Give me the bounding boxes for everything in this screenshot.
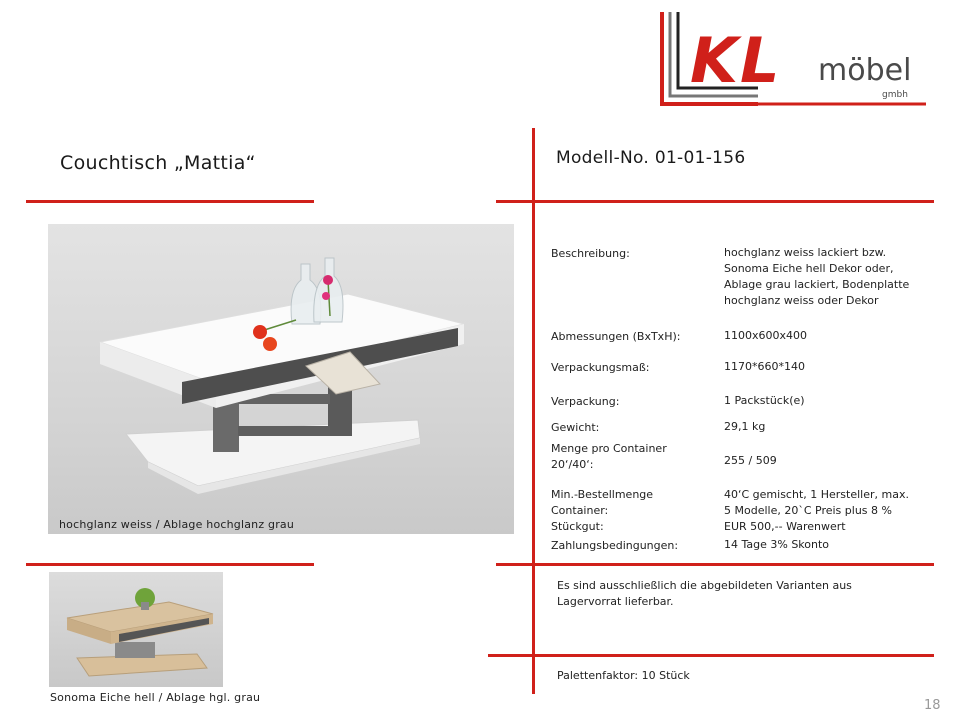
beschreibung-line: Sonoma Eiche hell Dekor oder,	[724, 262, 894, 275]
min-bestellmenge-label	[551, 487, 653, 535]
verpackungsmass-value: 1170*660*140	[724, 360, 805, 373]
min-label-line: Stückgut:	[551, 520, 604, 533]
min-label-line: Min.-Bestellmenge	[551, 488, 654, 501]
divider-vertical	[532, 128, 535, 694]
container-value: 255 / 509	[724, 454, 777, 467]
variant-product-photo	[49, 572, 223, 687]
palettenfaktor: Palettenfaktor: 10 Stück	[557, 669, 690, 682]
availability-note	[557, 578, 897, 610]
beschreibung-label: Beschreibung:	[551, 247, 630, 260]
divider-title-left	[26, 200, 314, 203]
min-bestellmenge-value	[724, 487, 909, 535]
zahlung-label: Zahlungsbedingungen:	[551, 539, 679, 552]
main-image-caption: hochglanz weiss / Ablage hochglanz grau	[59, 518, 295, 531]
divider-bottom-right	[488, 654, 934, 657]
divider-middle-right	[496, 563, 934, 566]
logo-brand: möbel	[818, 53, 912, 88]
verpackung-value: 1 Packstück(e)	[724, 394, 805, 407]
beschreibung-line: hochglanz weiss oder Dekor	[724, 294, 879, 307]
abmessungen-label: Abmessungen (BxTxH):	[551, 330, 681, 343]
gewicht-value: 29,1 kg	[724, 420, 766, 433]
verpackung-label: Verpackung:	[551, 395, 620, 408]
zahlung-value: 14 Tage 3% Skonto	[724, 538, 830, 551]
min-value-line: 40‘C gemischt, 1 Hersteller, max.	[724, 488, 909, 501]
container-label-line: Menge pro Container	[551, 442, 667, 455]
beschreibung-line: Ablage grau lackiert, Bodenplatte	[724, 278, 910, 291]
beschreibung-line: hochglanz weiss lackiert bzw.	[724, 246, 887, 259]
company-logo	[658, 8, 930, 112]
min-label-line: Container:	[551, 504, 609, 517]
product-title: Couchtisch „Mattia“	[60, 152, 256, 174]
abmessungen-value: 1100x600x400	[724, 329, 808, 342]
min-value-line: 5 Modelle, 20`C Preis plus 8 %	[724, 504, 892, 517]
divider-middle-left	[26, 563, 314, 566]
note-line: Es sind ausschließlich die abgebildeten Varianten aus	[557, 579, 852, 592]
verpackungsmass-label: Verpackungsmaß:	[551, 361, 650, 374]
min-value-line: EUR 500,-- Warenwert	[724, 520, 846, 533]
logo-letters: KL	[690, 24, 782, 97]
container-label	[551, 441, 667, 473]
beschreibung-value	[724, 245, 909, 309]
divider-title-right	[496, 200, 934, 203]
model-number: Modell-No. 01-01-156	[556, 148, 746, 168]
logo-suffix: gmbh	[882, 90, 908, 100]
container-label-line: 20‘/40‘:	[551, 458, 594, 471]
gewicht-label: Gewicht:	[551, 421, 600, 434]
small-image-caption: Sonoma Eiche hell / Ablage hgl. grau	[50, 691, 261, 704]
page-number: 18	[924, 698, 941, 713]
note-line: Lagervorrat lieferbar.	[557, 595, 674, 608]
main-product-photo	[48, 224, 514, 534]
